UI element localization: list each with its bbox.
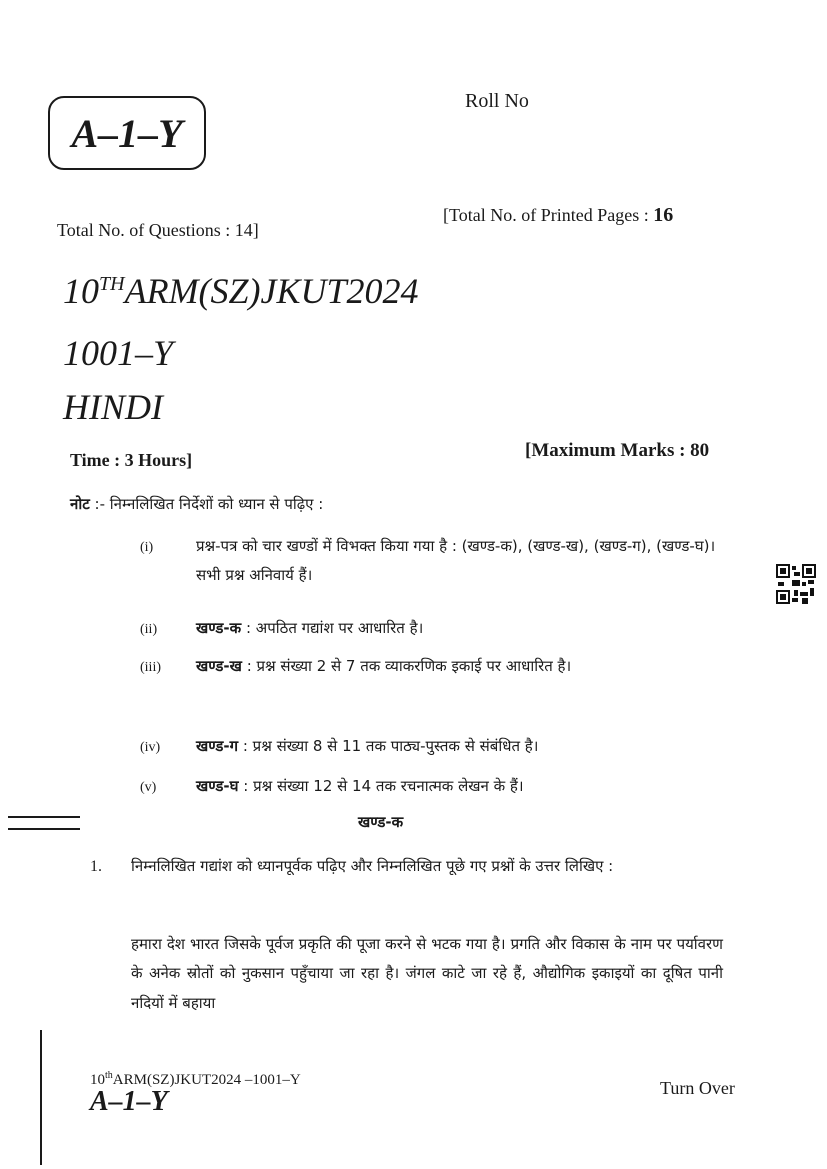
exam-code-title [63, 270, 419, 312]
instruction-item [140, 772, 730, 802]
instruction-item [140, 652, 730, 682]
instruction-section: खण्ड-घ [196, 777, 239, 795]
total-questions: Total No. of Questions : 14] [57, 220, 259, 240]
margin-line [8, 828, 80, 830]
instruction-section: खण्ड-ख [196, 657, 242, 675]
instruction-text: प्रश्न-पत्र को चार खण्डों में विभक्त किया गया है : (खण्ड-क), (खण्ड-ख), (खण्ड-ग), (खण्ड-घ)। सभी प्रश्न अनिवार्य हैं। [196, 537, 716, 584]
instruction-text: : प्रश्न संख्या 12 से 14 तक रचनात्मक लेखन के हैं। [238, 777, 524, 795]
footer-code-sup: th [105, 1070, 113, 1081]
paper-code-box [48, 96, 206, 170]
instruction-text: : अपठित गद्यांश पर आधारित है। [241, 619, 424, 637]
instruction-number: (i) [140, 540, 154, 555]
total-printed-pages [443, 204, 673, 227]
instruction-text: : प्रश्न संख्या 8 से 11 तक पाठ्य-पुस्तक से संबंधित है। [238, 737, 539, 755]
instruction-number: (iv) [140, 740, 161, 755]
section-heading: खण्ड-क [358, 813, 404, 831]
title-sup: TH [99, 273, 125, 295]
instruction-number: (iii) [140, 660, 161, 675]
roll-no-label: Roll No [465, 90, 529, 112]
maximum-marks: [Maximum Marks : 80 [525, 440, 710, 461]
instruction-section: खण्ड-ग [196, 737, 239, 755]
margin-line [8, 816, 80, 818]
paper-code: A–1–Y [71, 110, 183, 156]
question-text: निम्नलिखित गद्यांश को ध्यानपूर्वक पढ़िए और निम्नलिखित पूछे गए प्रश्नों के उत्तर लिखिए : [131, 857, 614, 875]
instruction-item [140, 732, 730, 762]
margin-vertical-line [40, 1030, 42, 1165]
instruction-section: खण्ड-क [196, 619, 242, 637]
question-number: 1. [90, 858, 102, 875]
instruction-item [140, 532, 730, 589]
instruction-number: (ii) [140, 622, 158, 637]
note-line [70, 494, 323, 514]
title-rest: ARM(SZ)JKUT2024 [124, 271, 419, 311]
qr-code-icon [776, 564, 816, 604]
instruction-text: : प्रश्न संख्या 2 से 7 तक व्याकरणिक इकाई पर आधारित है। [241, 657, 572, 675]
note-text: :- निम्नलिखित निर्देशों को ध्यान से पढ़िए : [89, 495, 324, 513]
subject-title: HINDI [63, 387, 163, 427]
turn-over-label: Turn Over [660, 1078, 735, 1098]
title-prefix: 10 [63, 271, 99, 311]
printed-pages-value: 16 [653, 204, 674, 226]
note-label: नोट [70, 495, 90, 513]
instruction-item [140, 614, 730, 644]
paper-number: 1001–Y [63, 333, 174, 373]
footer-code-rest: ARM(SZ)JKUT2024 –1001–Y [112, 1072, 301, 1088]
footer-paper-code: A–1–Y [90, 1086, 168, 1117]
passage-text: हमारा देश भारत जिसके पूर्वज प्रकृति की पूजा करने से भटक गया है। प्रगति और विकास के नाम पर पर्यावरण के अनेक स्रोतों को नुकसान पहुँचाया जा रहा है। जंगल काटे जा रहे हैं, औद्योगिक इकाइयों का दूषित पानी नदियों में बहाया [131, 935, 723, 1012]
printed-pages-label: [Total No. of Printed Pages : [443, 205, 649, 225]
time-duration: Time : 3 Hours] [70, 450, 193, 470]
instruction-number: (v) [140, 780, 157, 795]
footer-code-prefix: 10 [90, 1072, 105, 1088]
